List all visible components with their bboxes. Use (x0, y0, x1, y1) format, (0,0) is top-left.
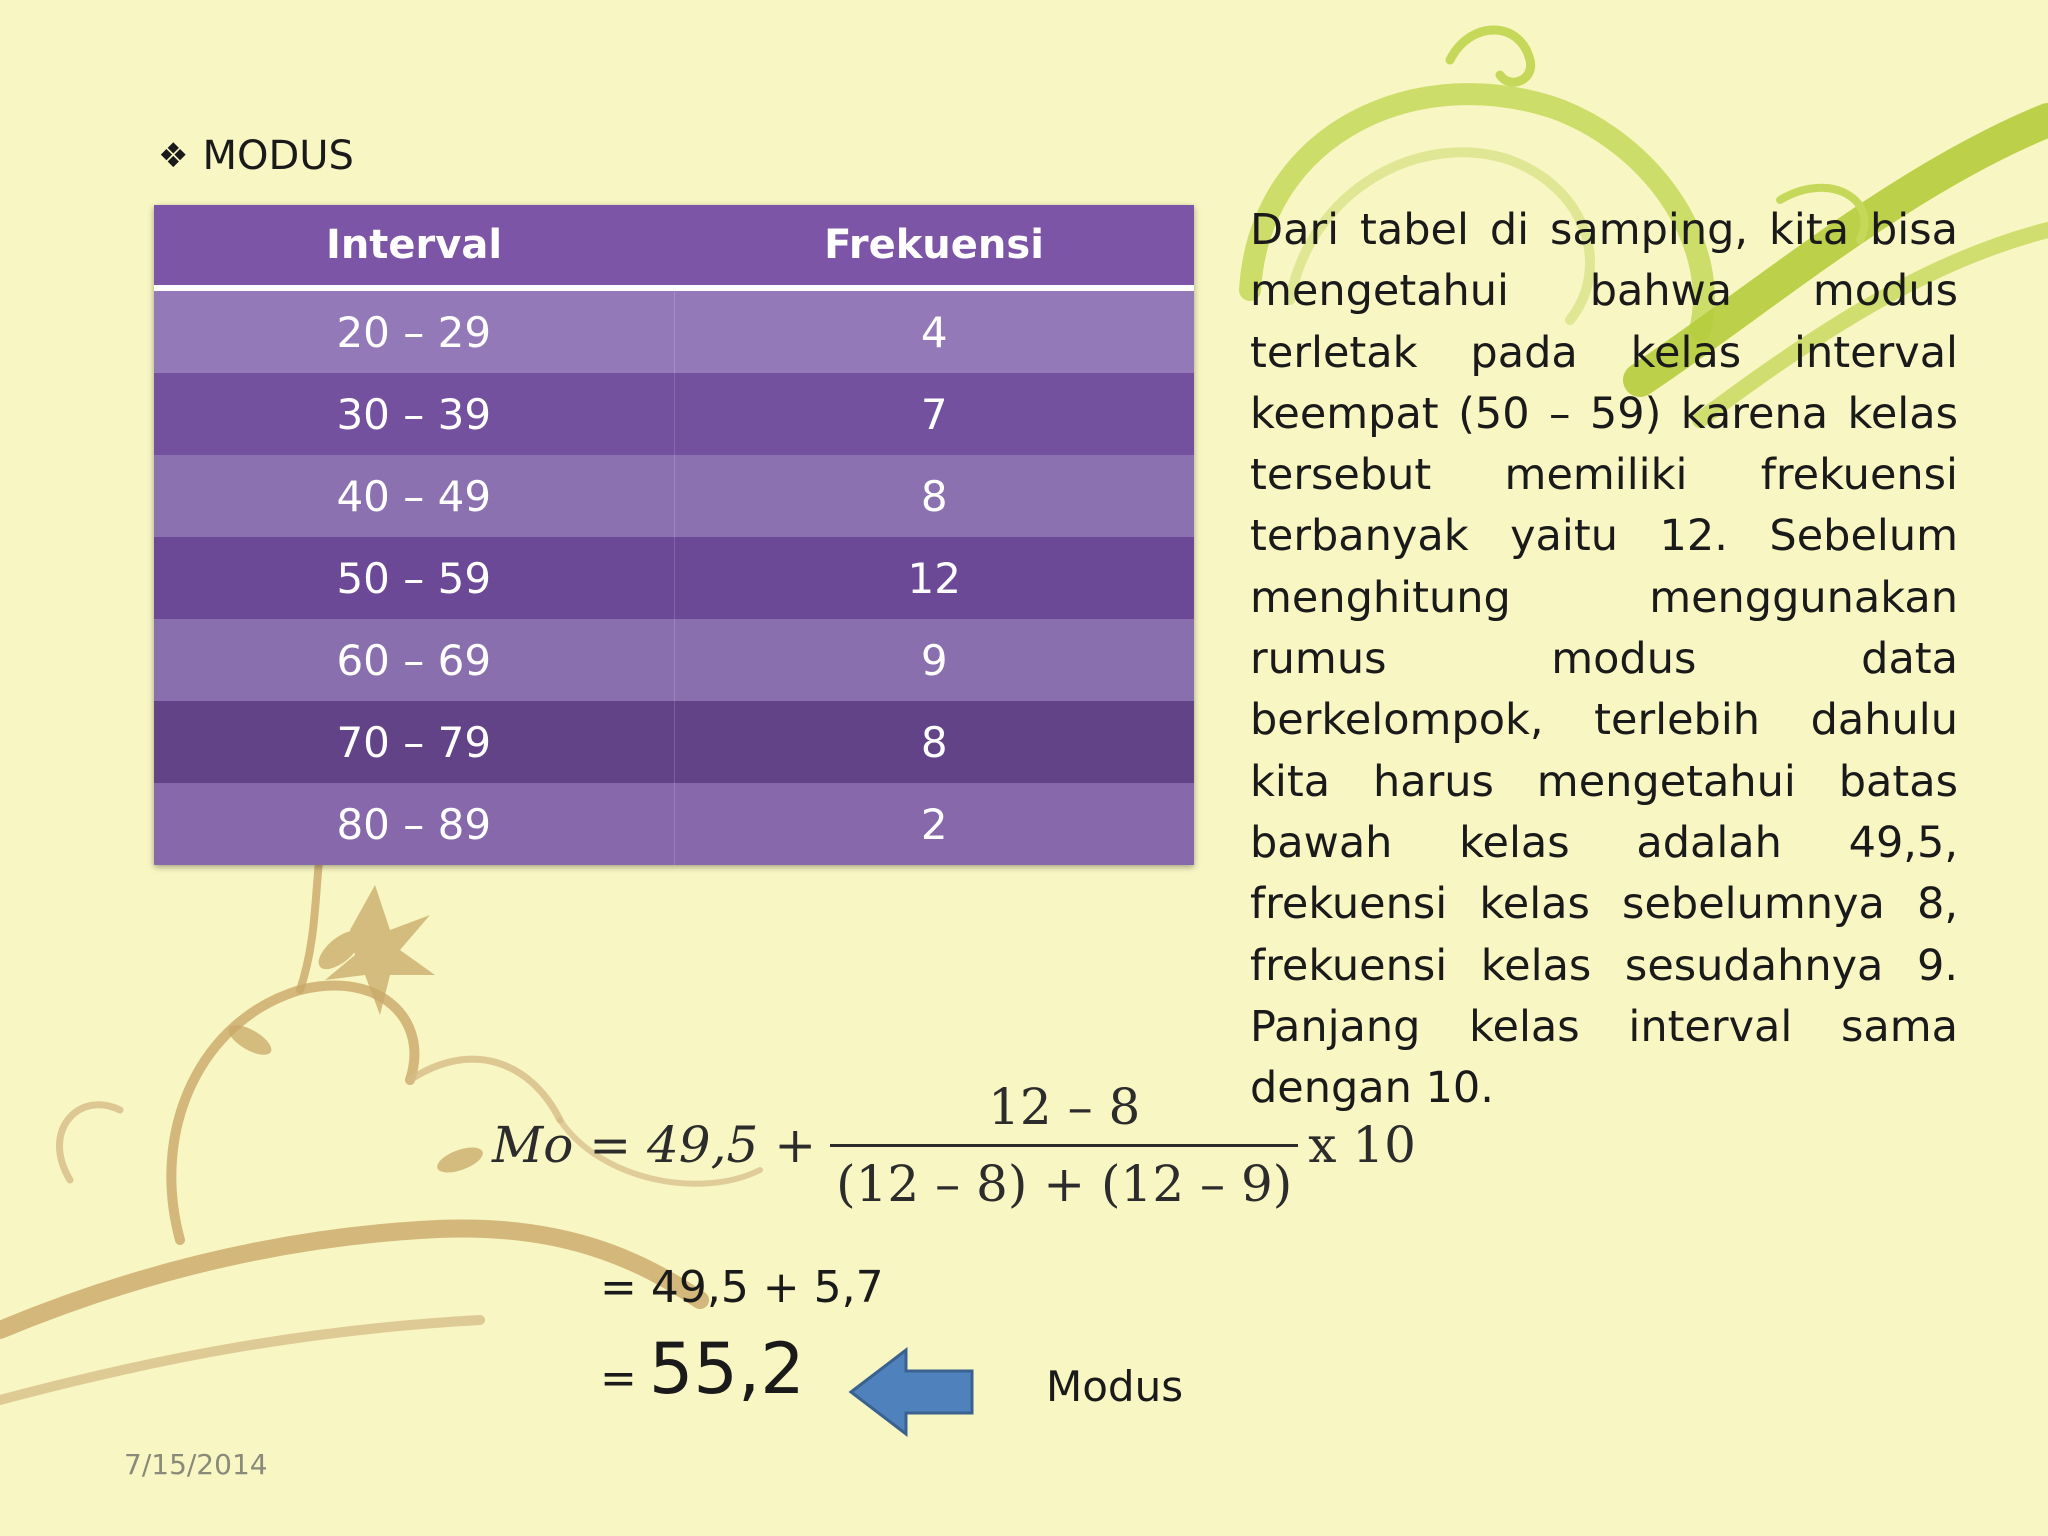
calculation-result (600, 1328, 805, 1410)
column-header-frequency: Frekuensi (674, 205, 1194, 288)
formula-lhs: Mo = 49,5 + (492, 1116, 817, 1174)
calculation-step: = 49,5 + 5,7 (600, 1262, 884, 1313)
frequency-cell: 8 (674, 455, 1194, 537)
slide-date: 7/15/2014 (124, 1448, 268, 1481)
frequency-cell: 2 (674, 783, 1194, 865)
interval-cell: 40 – 49 (154, 455, 674, 537)
table-row (154, 455, 1194, 537)
frequency-cell: 4 (674, 288, 1194, 373)
interval-cell: 70 – 79 (154, 701, 674, 783)
interval-cell: 80 – 89 (154, 783, 674, 865)
explanation-paragraph: Dari tabel di samping, kita bisa mengetahui bahwa modus terletak pada kelas interval keempat (50 – 59) karena kelas tersebut memiliki frekuensi terbanyak yaitu 12. Sebelum menghitung menggunakan rumus modus data berkelompok, terlebih dahulu kita harus mengetahui batas bawah kelas adalah 49,5, frekuensi kelas sebelumnya 8, frekuensi kelas sesudahnya 9. Panjang kelas interval sama dengan 10. (1250, 205, 1958, 1114)
table-row (154, 701, 1194, 783)
interval-cell: 20 – 29 (154, 288, 674, 373)
frequency-cell: 12 (674, 537, 1194, 619)
formula-fraction (830, 1078, 1298, 1213)
modus-label: Modus (1046, 1362, 1184, 1411)
frequency-table (154, 205, 1194, 865)
formula-multiplier: x 10 (1308, 1116, 1416, 1174)
table-header-row (154, 205, 1194, 288)
mode-result-value: 55,2 (648, 1328, 805, 1410)
frequency-cell: 7 (674, 373, 1194, 455)
interval-cell: 50 – 59 (154, 537, 674, 619)
heading-title: MODUS (202, 133, 354, 179)
table-row (154, 783, 1194, 865)
formula-numerator: 12 – 8 (988, 1077, 1141, 1136)
interval-cell: 60 – 69 (154, 619, 674, 701)
table-row (154, 373, 1194, 455)
table-row (154, 619, 1194, 701)
left-arrow-icon (848, 1347, 976, 1437)
mode-formula (492, 1065, 1416, 1225)
frequency-cell: 8 (674, 701, 1194, 783)
formula-denominator: (12 – 8) + (12 – 9) (830, 1144, 1298, 1213)
equals-sign: = (600, 1353, 637, 1404)
table-row (154, 537, 1194, 619)
column-header-interval: Interval (154, 205, 674, 288)
frequency-cell: 9 (674, 619, 1194, 701)
table-row (154, 288, 1194, 373)
interval-cell: 30 – 39 (154, 373, 674, 455)
diamond-bullet-icon: ❖ (158, 136, 189, 176)
section-heading (158, 133, 354, 179)
